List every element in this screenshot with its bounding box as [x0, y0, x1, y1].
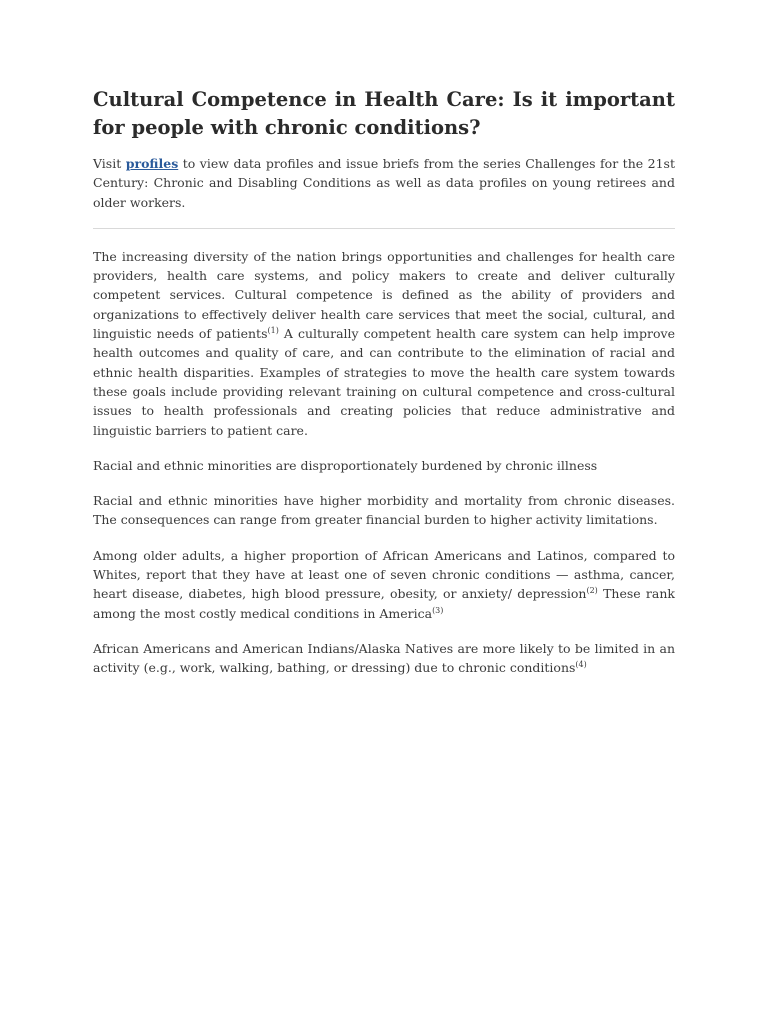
paragraph-older-adults [93, 546, 675, 623]
profiles-link[interactable]: profiles [125, 156, 179, 171]
footnote-ref-3: (3) [432, 605, 444, 615]
paragraph-text: African Americans and American Indians/Alaska Natives are more likely to be limited in an activity (e.g., work, walking, bathing, or dressing) due to chronic conditions [93, 640, 675, 676]
footnote-ref-4: (4) [575, 660, 587, 670]
paragraph-text: The increasing diversity of the nation brings opportunities and challenges for health care providers, health care systems, and policy makers to create and deliver culturally competent services. Cultural competence is defined as the ability of providers and organizations to effectively deliver health care services that meet the social, cultural, and linguistic needs of patients [93, 248, 675, 342]
intro-paragraph [93, 154, 675, 212]
intro-suffix: to view data profiles and issue briefs from the series Challenges for the 21st Century: Chronic and Disabling Conditions as well as data profiles on young retirees and older workers. [93, 156, 675, 210]
paragraph-burden-heading: Racial and ethnic minorities are disproportionately burdened by chronic illness [93, 457, 598, 473]
section-divider [93, 228, 675, 229]
footnote-ref-2: (2) [586, 586, 598, 596]
footnote-ref-1: (1) [267, 325, 279, 335]
paragraph-morbidity: Racial and ethnic minorities have higher morbidity and mortality from chronic diseases. The consequences can range from greater financial burden to higher activity limitations. [93, 493, 675, 528]
paragraph-text: Among older adults, a higher proportion of African Americans and Latinos, compared to Whites, report that they have at least one of seven chronic conditions — asthma, cancer, heart disease, diabetes, high blood pressure, obesity, or anxiety/ depression [93, 547, 675, 602]
article-title: Cultural Competence in Health Care: Is it important for people with chronic conditions? [93, 88, 675, 139]
paragraph-text: A culturally competent health care system can help improve health outcomes and quality of care, and can contribute to the elimination of racial and ethnic health disparities. Examples of strategies to move the health care system towards these goals include providing relevant training on cultural competence and cross-cultural issues to health professionals and creating policies that reduce administrative and linguistic barriers to patient care. [93, 326, 675, 438]
paragraph-diversity [93, 247, 675, 440]
paragraph-text: These rank among the most costly medical conditions in America [93, 586, 675, 621]
paragraph-activity-limits [93, 639, 675, 678]
intro-prefix: Visit [93, 156, 126, 171]
article-content [93, 86, 675, 694]
